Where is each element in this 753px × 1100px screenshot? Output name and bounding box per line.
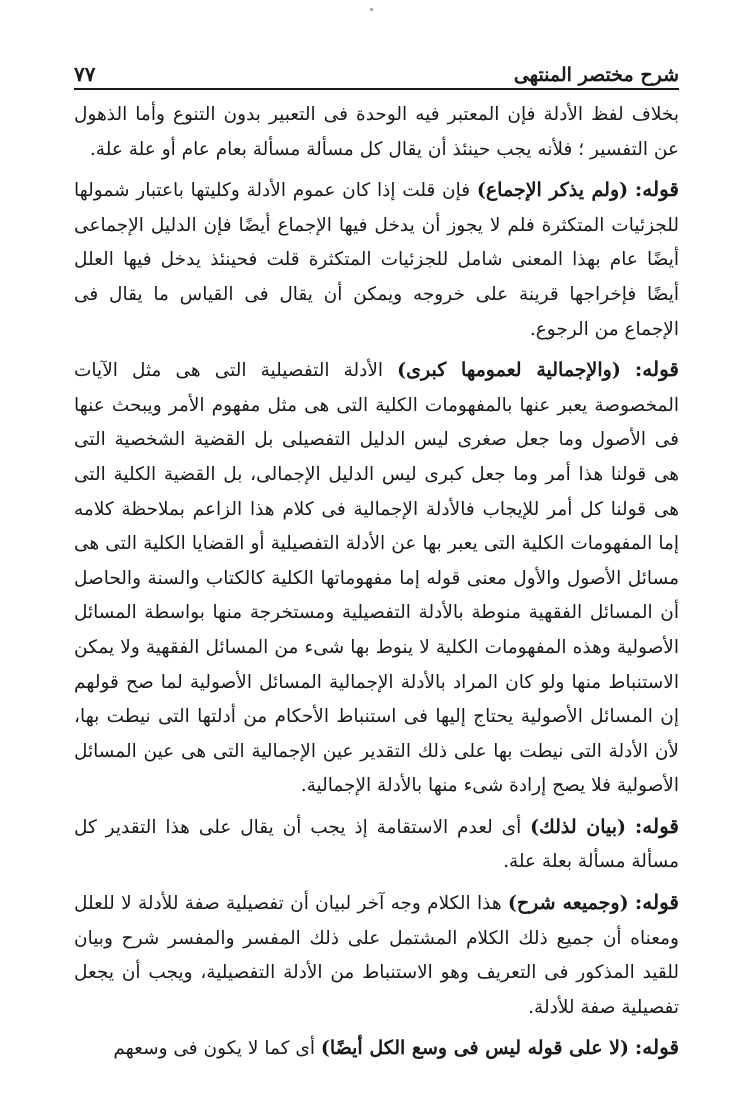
paragraph-3 <box>74 352 679 804</box>
paragraph-quote: (بيان لذلك) <box>530 815 627 838</box>
paragraph-quote: (والإجمالية لعمومها كبرى) <box>397 359 621 382</box>
page-number: ٧٧ <box>74 62 96 86</box>
header-rule <box>74 88 679 90</box>
running-title: شرح مختصر المنتهى <box>513 64 679 86</box>
paragraph-text: أى كما لا يكون فى وسعهم <box>113 1038 315 1060</box>
paragraph-quote: (لا على قوله ليس فى وسع الكل أيضًا) <box>320 1037 630 1060</box>
paragraph-label: قوله: <box>634 813 679 838</box>
paragraph-text: فإن قلت إذا كان عموم الأدلة وكليتها باعتبار شمولها للجزئيات المتكثرة فلم لا يجوز أن يدخل فيها الإجماع أيضًا فإن الدليل الإجماعى أيضًا عام بهذا المعنى شامل للجزئيات المتكثرة قلت فحينئذ يدخل فيها العلل أيضًا فإخراجها قرينة على خروجه ويمكن أن يقال فى القياس ما يقال فى الإجماع من الرجوع. <box>74 180 679 340</box>
paragraph-label: قوله: <box>634 1035 679 1060</box>
page-header <box>74 52 679 86</box>
page-speck <box>370 8 373 11</box>
paragraph-quote: (وجميعه شرح) <box>507 892 629 915</box>
paragraph-label: قوله: <box>634 357 679 382</box>
page-body <box>74 98 679 1088</box>
paragraph-text: أى لعدم الاستقامة إذ يجب أن يقال على هذا التقدير كل مسألة مسألة بعلة علة. <box>74 816 679 873</box>
paragraph-quote: (ولم يذكر الإجماع) <box>476 179 629 202</box>
paragraph-4 <box>74 809 679 880</box>
paragraph-label: قوله: <box>634 890 679 915</box>
paragraph-label: قوله: <box>634 177 679 202</box>
paragraph-text: بخلاف لفظ الأدلة فإن المعتبر فيه الوحدة فى التعبير بدون التنوع وأما الذهول عن التفسير ؛ فلأنه يجب حينئذ أن يقال كل مسألة مسألة بعام عام أو علة علة. <box>74 104 679 160</box>
paragraph-text: هذا الكلام وجه آخر لبيان أن تفصيلية صفة للأدلة لا للعلل ومعناه أن جميع ذلك الكلام المشتمل على ذلك المفسر والمفسر شرح وبيان للقيد المذكور فى التعريف وهو الاستنباط من الأدلة التفصيلية، ويجب أن يجعل تفصيلية صفة للأدلة. <box>74 893 679 1018</box>
paragraph-text: الأدلة التفصيلية التى هى مثل الآيات المخصوصة يعبر عنها بالمفهومات الكلية التى هى مثل مفهوم الأمر ويبحث عنها فى الأصول وما جعل صغرى ليس الدليل التفصيلى بل القضية الشخصية التى هى قولنا هذا أمر وما جعل كبرى ليس الدليل الإجمالى، بل القضية الكلية التى هى قولنا كل أمر للإيجاب فالأدلة الإجمالية فى كلام هذا الزاعم بملاحظة كلامه إما المفهومات الكلية التى يعبر بها عن الأدلة التفصيلية أو القضايا الكلية التى هى مسائل الأصول والأول معنى قوله إما مفهوماتها الكلية كالكتاب والسنة والحاصل أن المسائل الفقهية منوطة بالأدلة التفصيلية ومستخرجة منها بواسطة المسائل الأصولية وهذه المفهومات الكلية لا ينوط بها شىء من المسائل الفقهية ولا يمكن الاستنباط منها ولو كان المراد بالأدلة الإجمالية المسائل الأصولية لما صح قولهم إن المسائل الأصولية يحتاج إليها فى استنباط الأحكام من أدلتها التى نيطت بها، لأن الأدلة التى نيطت بها على ذلك التقدير عين الإجمالية التى هى عين المسائل الأصولية فلا يصح إرادة شىء منها بالأدلة الإجمالية. <box>74 360 679 797</box>
paragraph-2 <box>74 172 679 347</box>
paragraph-6 <box>74 1030 679 1067</box>
paragraph-5 <box>74 885 679 1025</box>
paragraph-1 <box>74 98 679 167</box>
